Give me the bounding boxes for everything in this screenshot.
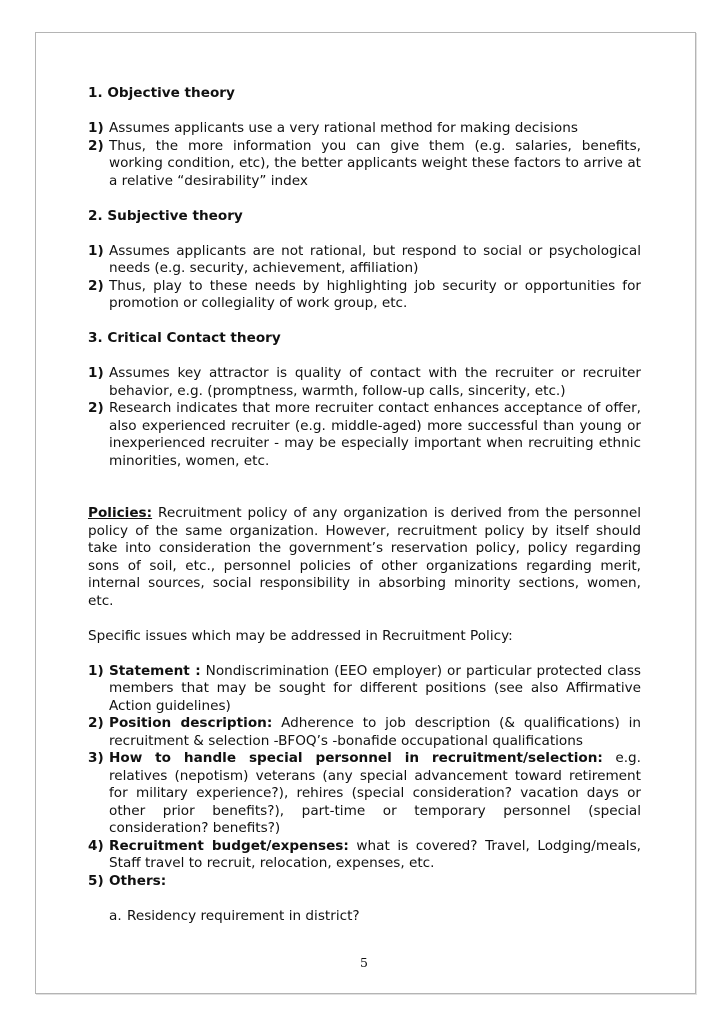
sub-item-letter: a. (109, 907, 122, 924)
item-number: 2) (88, 400, 104, 416)
item-text: Assumes applicants are not rational, but respond to social or psychological needs (e.g. security, achievement, affiliation) (109, 242, 641, 276)
item-number: 4) (88, 837, 104, 854)
item-lead: Statement : (109, 662, 201, 679)
section-critical-contact-theory (88, 330, 641, 470)
item-number: 2) (88, 277, 104, 294)
item-text: Research indicates that more recruiter contact enhances acceptance of offer, also experienced recruiter (e.g. middle-aged) more successful than young or inexperienced recruiter - may be especially important when recruiting ethnic minorities, women, etc. (109, 400, 641, 469)
section-heading: 2. Subjective theory (88, 207, 243, 224)
item-number: 2) (88, 715, 104, 731)
item-lead: Position description: (109, 715, 273, 731)
item-number: 1) (88, 365, 104, 381)
item-text: Thus, the more information you can give them (e.g. salaries, benefits, working condition, etc), the better applicants weight these factors to arrive at a relative “desirability” index (109, 137, 641, 189)
list-item (88, 365, 641, 400)
item-lead: Recruitment budget/expenses: (109, 837, 349, 854)
item-number: 2) (88, 137, 104, 154)
list-item (88, 838, 641, 873)
item-text: what is covered? Travel, Lodging/meals, Staff travel to recruit, relocation, expenses, etc. (109, 837, 641, 871)
item-text: Thus, play to these needs by highlighting job security or opportunities for promotion or collegiality of work group, etc. (109, 277, 641, 311)
item-text: Assumes key attractor is quality of contact with the recruiter or recruiter behavior, e.g. (promptness, warmth, follow-up calls, sincerity, etc.) (109, 365, 641, 399)
section-heading: 3. Critical Contact theory (88, 330, 281, 346)
item-number: 1) (88, 120, 104, 136)
item-text: Adherence to job description (& qualifications) in recruitment & selection -BFOQ’s -bonafide occupational qualifications (109, 715, 641, 749)
item-lead: Others: (109, 872, 167, 889)
list-item (88, 715, 641, 750)
section-heading: 1. Objective theory (88, 85, 235, 101)
list-item (88, 663, 641, 716)
policies-text: Recruitment policy of any organization is derived from the personnel policy of the same organization. However, recruitment policy by itself should take into consideration the government’s reservation policy, policy regarding sons of soil, etc., personnel policies of other organizations regarding merit, internal sources, social responsibility in absorbing minority sections, women, etc. (88, 505, 641, 609)
sub-item (88, 908, 641, 926)
item-text: Nondiscrimination (EEO employer) or particular protected class members that may be sought for different positions (see also Affirmative Action guidelines) (109, 662, 641, 714)
list-item (88, 750, 641, 838)
sub-item-text: Residency requirement in district? (127, 907, 360, 924)
item-number: 3) (88, 750, 104, 766)
item-text: Assumes applicants use a very rational method for making decisions (109, 120, 578, 136)
item-number: 5) (88, 872, 104, 889)
section-objective-theory (88, 85, 641, 190)
document-body (88, 85, 641, 925)
list-item (88, 400, 641, 470)
list-item (88, 120, 641, 138)
issues-list (88, 663, 641, 891)
item-number: 1) (88, 662, 104, 679)
issues-intro: Specific issues which may be addressed in Recruitment Policy: (88, 627, 513, 644)
item-lead: How to handle special personnel in recruitment/selection: (109, 750, 603, 766)
item-text: e.g. relatives (nepotism) veterans (any special advancement toward retirement for military experience?), rehires (special consideration? vacation days or other prior benefits?), part-time or temporary personnel (special consideration? benefits?) (109, 750, 641, 836)
list-item (88, 278, 641, 313)
section-subjective-theory (88, 208, 641, 313)
policies-label: Policies: (88, 505, 153, 521)
item-number: 1) (88, 242, 104, 259)
list-item (88, 138, 641, 191)
policies-paragraph (88, 505, 641, 610)
list-item (88, 873, 641, 891)
page-number: 5 (360, 955, 368, 970)
list-item (88, 243, 641, 278)
